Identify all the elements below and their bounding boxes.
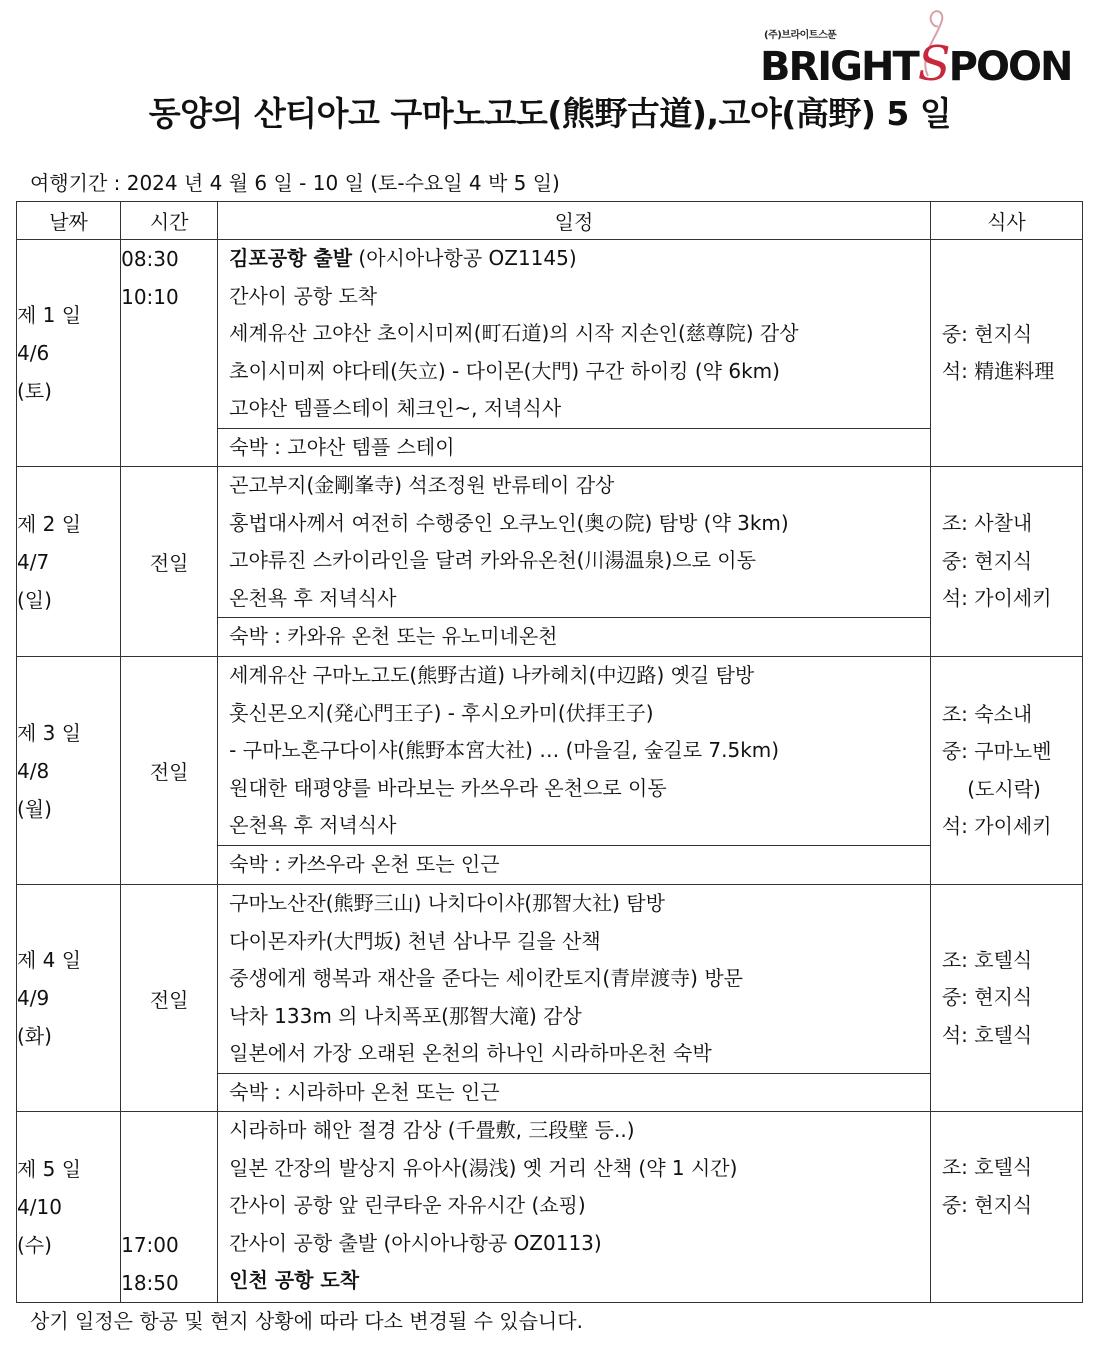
itinerary-table	[16, 201, 1083, 1303]
header-schedule: 일정	[218, 202, 931, 240]
header-time: 시간	[121, 202, 218, 240]
schedule-line: 간사이 공항 앞 린쿠타운 자유시간 (쇼핑)	[229, 1193, 586, 1217]
disclaimer-note: 상기 일정은 항공 및 현지 상황에 따라 다소 변경될 수 있습니다.	[30, 1309, 583, 1333]
day-cell: 제 2 일 4/7 (일)	[17, 467, 121, 657]
lodging-line: 숙박 : 카쓰우라 온천 또는 인근	[218, 845, 930, 882]
meal-cell: 조: 숙소내 중: 구마노벤 (도시락) 석: 가이세키	[930, 657, 1082, 885]
schedule-cell	[218, 1112, 931, 1303]
meal-cell: 조: 호텔식 중: 현지식 석: 호텔식	[930, 885, 1082, 1112]
schedule-line: 온천욕 후 저녁식사	[229, 813, 397, 837]
schedule-line: 낙차 133m 의 나치폭포(那智大滝) 감상	[229, 1003, 582, 1028]
table-row	[17, 240, 1083, 467]
schedule-line: 시라하마 해안 절경 감상 (千畳敷, 三段壁 등..)	[229, 1118, 635, 1142]
header-meal: 식사	[930, 202, 1082, 240]
schedule-line: 간사이 공항 출발 (아시아나항공 OZ0113)	[229, 1230, 602, 1255]
schedule-cell	[218, 885, 931, 1112]
day-cell: 제 3 일 4/8 (월)	[17, 657, 121, 885]
time-cell: 전일	[121, 467, 218, 657]
schedule-line: - 구마노혼구다이샤(熊野本宮大社) … (마을길, 숲길로 7.5km)	[229, 738, 780, 762]
header-row	[17, 202, 1083, 240]
day-cell: 제 1 일 4/6 (토)	[17, 240, 121, 467]
schedule-line: 구마노산잔(熊野三山) 나치다이샤(那智大社) 탐방	[229, 891, 665, 915]
schedule-line: 다이몬자카(大門坂) 천년 삼나무 길을 산책	[229, 928, 601, 953]
schedule-line: 고야산 템플스테이 체크인~, 저녁식사	[229, 396, 562, 420]
table-row	[17, 467, 1083, 657]
logo-company-name: (주)브라이트스푼	[764, 30, 837, 41]
schedule-line: 홋신몬오지(発心門王子) - 후시오카미(伏拝王子)	[229, 700, 654, 725]
schedule-line: 김포공항 출발 (아시아나항공 OZ1145)	[229, 246, 577, 270]
schedule-line: 세계유산 구마노고도(熊野古道) 나카헤치(中辺路) 옛길 탐방	[229, 663, 755, 687]
schedule-line: 곤고부지(金剛峯寺) 석조정원 반류테이 감상	[229, 473, 615, 497]
schedule-line: 세계유산 고야산 초이시미찌(町石道)의 시작 지손인(慈尊院) 감상	[229, 321, 799, 345]
schedule-line: 초이시미찌 야다테(矢立) - 다이몬(大門) 구간 하이킹 (약 6km)	[229, 358, 780, 383]
schedule-line: 원대한 태평양를 바라보는 카쓰우라 온천으로 이동	[229, 775, 667, 800]
table-row	[17, 885, 1083, 1112]
schedule-cell	[218, 240, 931, 467]
schedule-line: 중생에게 행복과 재산을 준다는 세이칸토지(青岸渡寺) 방문	[229, 966, 743, 990]
travel-period: 여행기간 : 2024 년 4 월 6 일 - 10 일 (토-수요일 4 박 5 일)	[30, 171, 560, 195]
lodging-line: 숙박 : 카와유 온천 또는 유노미네온천	[218, 617, 930, 654]
page-title: 동양의 산티아고 구마노고도(熊野古道),고야(高野) 5 일	[148, 94, 952, 133]
table-row	[17, 657, 1083, 885]
logo-wordmark: BRIGHTSPOON	[760, 36, 1072, 92]
schedule-cell	[218, 657, 931, 885]
meal-cell: 중: 현지식 석: 精進料理	[930, 240, 1082, 467]
time-cell: 전일	[121, 885, 218, 1112]
schedule-line: 간사이 공항 도착	[229, 283, 378, 308]
day-cell: 제 4 일 4/9 (화)	[17, 885, 121, 1112]
schedule-line: 홍법대사께서 여전히 수행중인 오쿠노인(奥の院) 탐방 (약 3km)	[229, 510, 789, 535]
lodging-line: 숙박 : 고야산 템플 스테이	[218, 428, 930, 465]
schedule-line: 일본 간장의 발상지 유아사(湯浅) 옛 거리 산책 (약 1 시간)	[229, 1155, 738, 1180]
table-row	[17, 1112, 1083, 1303]
meal-cell: 조: 사찰내 중: 현지식 석: 가이세키	[930, 467, 1082, 657]
header-day: 날짜	[17, 202, 121, 240]
day-cell: 제 5 일 4/10 (수)	[17, 1112, 121, 1303]
schedule-line: 일본에서 가장 오래된 온천의 하나인 시라하마온천 숙박	[229, 1041, 712, 1065]
brand-logo	[760, 14, 1072, 94]
time-cell: 08:30 10:10	[121, 240, 218, 467]
meal-cell: 조: 호텔식 중: 현지식	[930, 1112, 1082, 1303]
time-cell: 17:00 18:50	[121, 1112, 218, 1303]
schedule-line: 온천욕 후 저녁식사	[229, 585, 397, 610]
lodging-line: 숙박 : 시라하마 온천 또는 인근	[218, 1073, 930, 1110]
schedule-cell	[218, 467, 931, 657]
schedule-line: 인천 공항 도착	[229, 1268, 360, 1292]
time-cell: 전일	[121, 657, 218, 885]
schedule-line: 고야류진 스카이라인을 달려 카와유온천(川湯温泉)으로 이동	[229, 548, 756, 572]
